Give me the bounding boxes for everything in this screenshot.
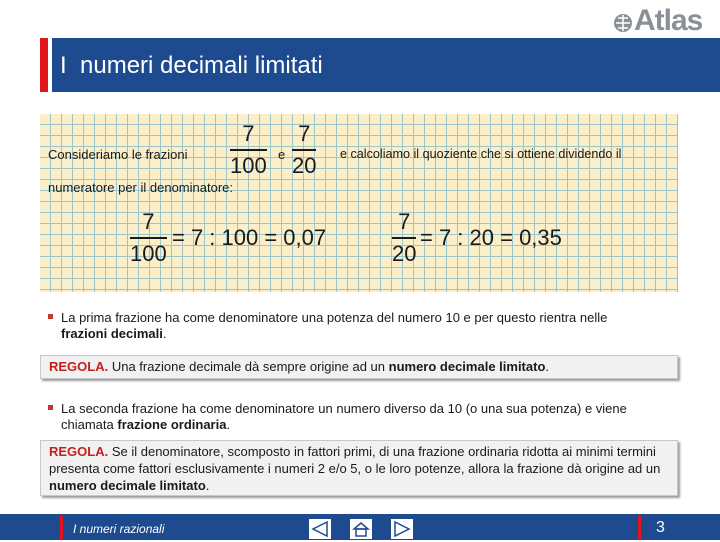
- bullet-bold-term: frazioni decimali: [61, 326, 163, 341]
- prev-button[interactable]: [308, 518, 332, 540]
- rule-box-1: [40, 355, 678, 379]
- home-button[interactable]: [349, 518, 373, 540]
- fraction-bar: [292, 149, 316, 151]
- fraction-denominator: 20: [292, 152, 317, 178]
- bullet-bold-term: frazione ordinaria: [117, 417, 227, 432]
- continue-text: e calcoliamo il quoziente che si ottiene dividendo il: [340, 147, 622, 161]
- rule-text: Una frazione decimale dà sempre origine ad un: [108, 359, 389, 374]
- fraction-denominator: 100: [130, 240, 167, 266]
- fraction-bar: [392, 237, 416, 239]
- chapter-label: I numeri razionali: [60, 516, 218, 540]
- logo-mark-icon: [612, 7, 634, 35]
- fraction-denominator: 20: [392, 240, 417, 266]
- atlas-logo: [612, 6, 702, 36]
- rule-bold: numero decimale limitato: [49, 478, 206, 493]
- fraction-numerator: 7: [142, 209, 155, 234]
- fraction-bar: [130, 237, 167, 239]
- division-fraction-7-20: [392, 210, 416, 266]
- next-button[interactable]: [390, 518, 414, 540]
- bullet-text-2: chiamata: [61, 417, 118, 432]
- next-icon: [393, 521, 411, 537]
- prev-icon: [311, 521, 329, 537]
- rule-box-2: [40, 440, 678, 496]
- rule-bold: numero decimale limitato: [388, 359, 546, 374]
- rule-label: REGOLA.: [49, 359, 109, 374]
- fraction-7-20: [292, 122, 316, 178]
- fraction-numerator: 7: [298, 121, 311, 146]
- intro-text: Consideriamo le frazioni: [48, 147, 188, 162]
- fraction-numerator: 7: [242, 121, 255, 146]
- fraction-numerator: 7: [398, 209, 411, 234]
- bullet-second-fraction: [48, 401, 678, 433]
- rule-end: .: [205, 478, 210, 493]
- rule-label: REGOLA.: [49, 444, 109, 459]
- rule-end: .: [545, 359, 550, 374]
- division-result-1: = 7 : 100 = 0,07: [172, 225, 327, 250]
- conjunction-text: e: [278, 147, 286, 162]
- bullet-text: La seconda frazione ha come denominatore un numero diverso da 10 (o una sua potenza) e viene: [61, 401, 627, 416]
- bullet-marker-icon: [48, 314, 53, 319]
- second-line-text: numeratore per il denominatore:: [48, 180, 233, 195]
- page-number: 3: [638, 515, 680, 540]
- title-accent: [40, 38, 48, 92]
- bullet-first-fraction: [48, 310, 678, 342]
- rule-text: Se il denominatore, scomposto in fattori primi, di una frazione ordinaria ridotta ai minimi termini presenta come fattori esclusivamente i numeri 2 e/o 5, o le loro potenze, allora la frazione dà origine ad un: [49, 444, 661, 476]
- bullet-end: .: [226, 417, 231, 432]
- bullet-text: La prima frazione ha come denominatore una potenza del numero 10 e per questo rientra nelle: [61, 310, 608, 325]
- bullet-marker-icon: [48, 405, 53, 410]
- home-icon: [352, 521, 370, 537]
- fraction-bar: [230, 149, 267, 151]
- fraction-denominator: 100: [230, 152, 267, 178]
- page-title: I numeri decimali limitati: [60, 52, 323, 79]
- division-fraction-7-100: [130, 210, 167, 266]
- division-result-2: = 7 : 20 = 0,35: [420, 225, 562, 250]
- logo-text: Atlas: [634, 4, 703, 37]
- bullet-end: .: [162, 326, 167, 341]
- fraction-7-100: [230, 122, 267, 178]
